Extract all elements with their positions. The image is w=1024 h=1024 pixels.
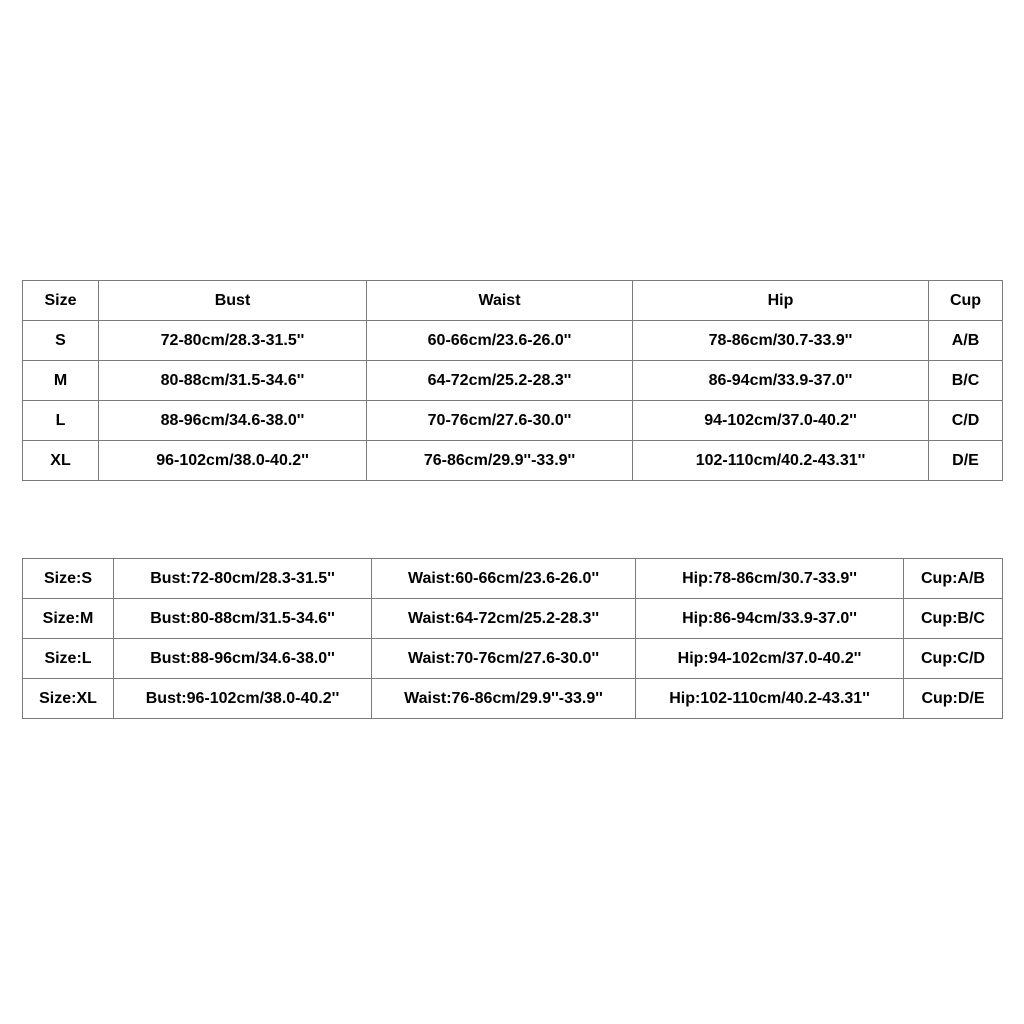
cell-waist: Waist:64-72cm/25.2-28.3'' (372, 599, 636, 639)
cell-waist: 60-66cm/23.6-26.0'' (367, 321, 633, 361)
cell-cup: Cup:C/D (904, 639, 1003, 679)
table-row (23, 679, 1003, 719)
table-row (23, 639, 1003, 679)
header-bust: Bust (99, 281, 367, 321)
cell-bust: 88-96cm/34.6-38.0'' (99, 401, 367, 441)
table-row (23, 441, 1003, 481)
cell-bust: 96-102cm/38.0-40.2'' (99, 441, 367, 481)
header-hip: Hip (633, 281, 929, 321)
cell-size: Size:S (23, 559, 114, 599)
header-cup: Cup (929, 281, 1003, 321)
cell-bust: Bust:96-102cm/38.0-40.2'' (114, 679, 372, 719)
cell-hip: Hip:78-86cm/30.7-33.9'' (636, 559, 904, 599)
cell-bust: 80-88cm/31.5-34.6'' (99, 361, 367, 401)
cell-size: M (23, 361, 99, 401)
cell-size: L (23, 401, 99, 441)
cell-hip: Hip:86-94cm/33.9-37.0'' (636, 599, 904, 639)
cell-waist: 76-86cm/29.9''-33.9'' (367, 441, 633, 481)
cell-waist: Waist:76-86cm/29.9''-33.9'' (372, 679, 636, 719)
table-row (23, 559, 1003, 599)
cell-waist: Waist:70-76cm/27.6-30.0'' (372, 639, 636, 679)
table-row (23, 361, 1003, 401)
cell-cup: Cup:A/B (904, 559, 1003, 599)
cell-waist: 70-76cm/27.6-30.0'' (367, 401, 633, 441)
cell-waist: Waist:60-66cm/23.6-26.0'' (372, 559, 636, 599)
cell-cup: B/C (929, 361, 1003, 401)
header-size: Size (23, 281, 99, 321)
cell-hip: 102-110cm/40.2-43.31'' (633, 441, 929, 481)
table-row (23, 599, 1003, 639)
cell-cup: D/E (929, 441, 1003, 481)
cell-bust: Bust:80-88cm/31.5-34.6'' (114, 599, 372, 639)
cell-hip: Hip:94-102cm/37.0-40.2'' (636, 639, 904, 679)
cell-bust: Bust:88-96cm/34.6-38.0'' (114, 639, 372, 679)
size-chart-table (22, 280, 1003, 481)
size-chart-labeled-table (22, 558, 1003, 719)
cell-bust: Bust:72-80cm/28.3-31.5'' (114, 559, 372, 599)
cell-waist: 64-72cm/25.2-28.3'' (367, 361, 633, 401)
table-header-row (23, 281, 1003, 321)
cell-size: XL (23, 441, 99, 481)
cell-hip: 94-102cm/37.0-40.2'' (633, 401, 929, 441)
cell-cup: Cup:B/C (904, 599, 1003, 639)
cell-size: Size:L (23, 639, 114, 679)
cell-size: S (23, 321, 99, 361)
table-row (23, 321, 1003, 361)
cell-bust: 72-80cm/28.3-31.5'' (99, 321, 367, 361)
cell-cup: A/B (929, 321, 1003, 361)
cell-hip: 78-86cm/30.7-33.9'' (633, 321, 929, 361)
cell-cup: Cup:D/E (904, 679, 1003, 719)
table-row (23, 401, 1003, 441)
cell-size: Size:XL (23, 679, 114, 719)
header-waist: Waist (367, 281, 633, 321)
cell-hip: 86-94cm/33.9-37.0'' (633, 361, 929, 401)
cell-size: Size:M (23, 599, 114, 639)
cell-hip: Hip:102-110cm/40.2-43.31'' (636, 679, 904, 719)
cell-cup: C/D (929, 401, 1003, 441)
